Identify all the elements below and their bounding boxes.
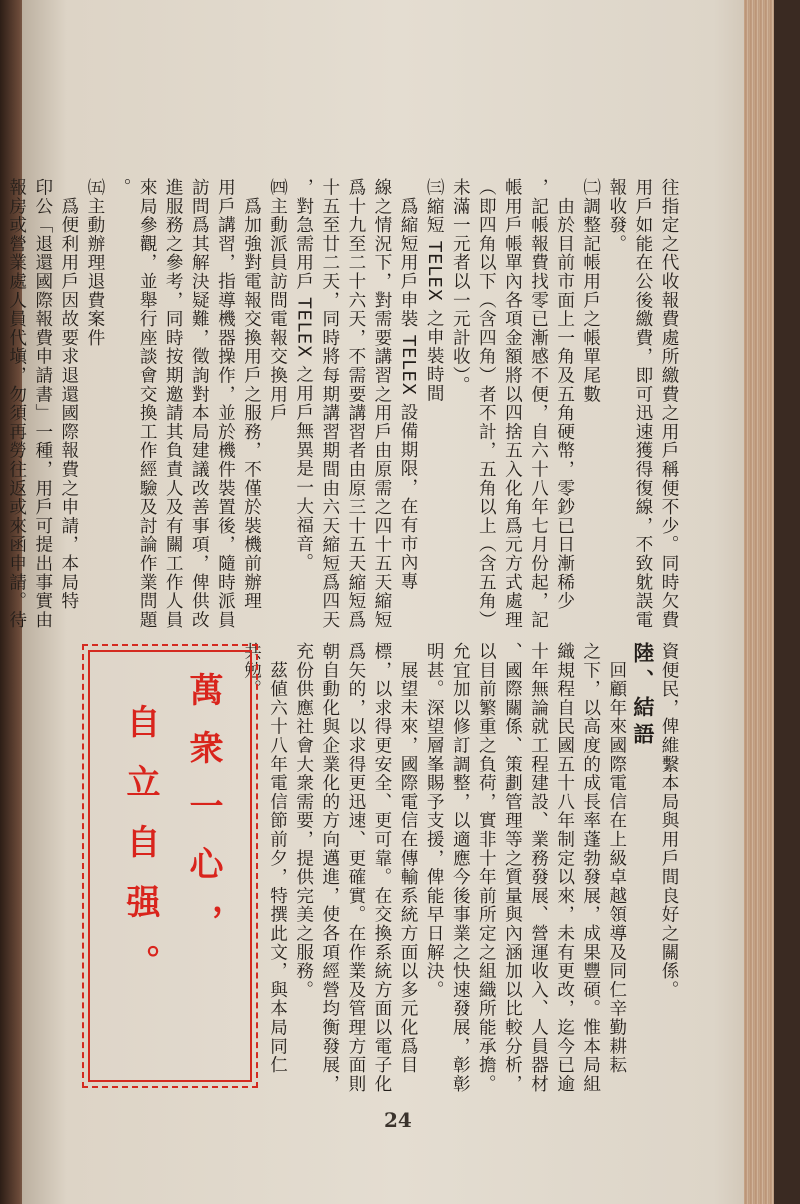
slogan-stamp	[88, 650, 252, 1082]
upper-text-line	[0, 178, 4, 618]
lower-text-line: 共勉。	[241, 642, 262, 699]
lower-text-line: 之下，以高度的成長率蓬勃發展，成果豐碩。惟本局組	[580, 642, 601, 1094]
upper-text-line: 線之情況下，對需要講習之用戶由原需之四十五天縮短	[371, 178, 392, 630]
upper-text-line: 爲加強對電報交換用戶之服務，不僅於裝機前辦理	[241, 178, 262, 611]
lower-text-line: 回顧年來國際電信在上級卓越領導及同仁辛勤耕耘	[606, 642, 627, 1075]
upper-text-line: 進服務之參考，同時按期邀請其負責人及有關工作人員	[163, 178, 184, 630]
upper-text-line: ，對急需用戶 TELEX 之用戶無異是一大福音。	[293, 178, 314, 573]
upper-text-line: 往指定之代收報費處所繳費之用戶稱便不少。同時欠費	[659, 178, 679, 630]
upper-text-line: 訪問爲其解決疑難，徵詢對本局建議改善事項，俾供改	[189, 178, 210, 630]
upper-text-line: 。	[111, 178, 132, 197]
upper-text-line: 用戶講習，指導機器操作，並於機件裝置後，隨時派員	[215, 178, 236, 630]
lower-text-line: 明甚。深望層峯賜予支援，俾能早日解決。	[424, 642, 445, 1000]
upper-text-line: 帳用戶帳單內各項金額將以四捨五入化角爲元方式處理	[502, 178, 523, 630]
lower-text-line: 爲矢的，以求得更迅速、更確實。在作業及管理方面則	[345, 642, 366, 1094]
upper-text-line: ㈢縮短 TELEX 之申裝時間	[424, 178, 445, 403]
lower-text-line: 以目前繁重之負荷，實非十年前所定之組織所能承擔。	[476, 642, 497, 1094]
slogan-line-2: 自立自强。	[120, 704, 160, 1004]
lower-text-line: 朝自動化與企業化的方向邁進，使各項經營均衡發展，	[319, 642, 340, 1094]
upper-text-line: ㈡調整記帳用戶之帳單尾數	[580, 178, 601, 404]
upper-text-line: 爲縮短用戶申裝 TELEX 設備期限，在有市內專	[398, 178, 419, 591]
lower-text-line: 允宜加以修訂調整，以適應今後事業之快速發展，彰彰	[450, 642, 471, 1094]
upper-text-line: 爲便利用戶因故要求退還國際報費之申請，本局特	[58, 178, 79, 611]
lower-text-line: 茲値六十八年電信節前夕，特撰此文，與本局同仁	[267, 642, 288, 1075]
lower-text-line: 陸、結語	[630, 642, 655, 750]
lower-text-line: 充份供應社會大衆需要，提供完美之服務。	[293, 642, 314, 1000]
page-number: 24	[384, 1108, 412, 1132]
slogan-line-1: 萬衆一心，	[183, 672, 223, 962]
lower-text-line: 標，以求得更安全、更可靠。在交換系統方面以電子化	[371, 642, 392, 1094]
upper-text-line: 爲十九至二十六天，不需要講習者由原三十五天縮短爲	[345, 178, 366, 630]
upper-text-column	[0, 178, 682, 630]
lower-text-line: 展望未來，國際電信在傳輸系統方面以多元化爲目	[398, 642, 419, 1075]
upper-text-line: 印公「退還國際報費申請書」一種，用戶可提出事實由	[32, 178, 53, 630]
book-page	[6, 0, 774, 1204]
upper-text-line: ㈣主動派員訪問電報交換用戶	[267, 178, 288, 423]
lower-text-column	[238, 642, 682, 1102]
upper-text-line: ，記帳報費找零已漸感不便，自六十八年七月份起，記	[528, 178, 549, 630]
upper-text-line: （即四角以下（含四角）者不計，五角以上（含五角）	[476, 178, 497, 630]
lower-text-line: 資便民，俾維繫本局與用戶間良好之關係。	[659, 642, 679, 1000]
page-edges	[744, 0, 774, 1204]
upper-text-line: 來局參觀，並舉行座談會交換工作經驗及討論作業問題	[137, 178, 158, 630]
lower-text-line: 十年無論就工程建設、業務發展、營運收入、人員器材	[528, 642, 549, 1094]
upper-text-line: 十五至廿二天，同時將每期講習期間由六天縮短爲四天	[319, 178, 340, 630]
upper-text-line: 報收發。	[606, 178, 627, 254]
upper-text-line: 由於目前市面上一角及五角硬幣，零鈔已日漸稀少	[554, 178, 575, 611]
lower-text-line: 織規程自民國五十八年制定以來，未有更改，迄今已逾	[554, 642, 575, 1094]
upper-text-line: ㈤主動辦理退費案件	[84, 178, 105, 348]
lower-text-line: 、國際關係、策劃管理等之質量與內涵加以比較分析，	[502, 642, 523, 1094]
upper-text-line: 報房或營業處人員代塡，勿須再勞往返或來函申請。待	[6, 178, 27, 630]
upper-text-line: 用戶如能在公後繳費，即可迅速獲得復線，不致躭誤電	[632, 178, 653, 630]
upper-text-line: 未滿一元者以一元計收）。	[450, 178, 471, 395]
